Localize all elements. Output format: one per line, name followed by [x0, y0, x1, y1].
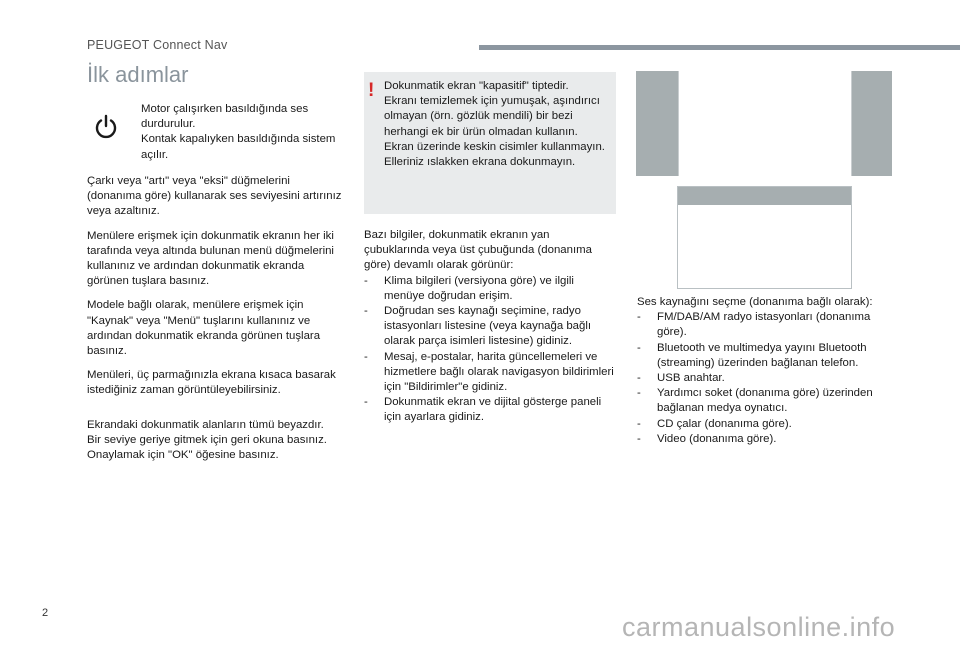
list-item: - Video (donanıma göre).: [637, 432, 899, 447]
list-item: - CD çalar (donanıma göre).: [637, 417, 899, 432]
list-item: - Klima bilgileri (versiyona göre) ve ilgili menüye doğrudan erişim.: [364, 274, 616, 304]
warning-icon: !: [368, 80, 375, 101]
middle-column: [364, 228, 616, 426]
screen-top-bar: [678, 187, 851, 205]
left-para-5: Ekrandaki dokunmatik alanların tümü beyazdır.: [87, 418, 324, 431]
left-para-7: Onaylamak için "OK" öğesine basınız.: [87, 449, 279, 462]
left-para-4: Menüleri, üç parmağınızla ekrana kısaca basarak istediğiniz zaman görüntüleyebilirsiniz.: [87, 369, 336, 397]
warning-line-3: Ekran üzerinde keskin cisimler kullanmayın.: [384, 140, 605, 153]
left-column: [87, 174, 347, 463]
list-item: - Mesaj, e-postalar, harita güncellemeleri ve hizmetlere bağlı olarak navigasyon bildirimleri için "Bildirimler"e gidiniz.: [364, 350, 616, 396]
left-para-1: Çarkı veya "artı" veya "eksi" düğmelerini (donanıma göre) kullanarak ses seviyesini artırınız veya azaltınız.: [87, 175, 342, 218]
list-item: - Doğrudan ses kaynağı seçimine, radyo istasyonları listesine (veya kaynağa bağlı olarak parça isimleri listesine) gidiniz.: [364, 304, 616, 350]
page-title: İlk adımlar: [87, 62, 189, 87]
left-para-3: Modele bağlı olarak, menülere erişmek için "Kaynak" veya "Menü" tuşlarını kullanınız ve ardından dokunmatik ekranda görünen tuşlara basınız.: [87, 299, 321, 358]
intro-line-1: Motor çalışırken basıldığında ses durdurulur.: [141, 103, 309, 131]
list-item: - Dokunmatik ekran ve dijital gösterge paneli için ayarlara gidiniz.: [364, 395, 616, 425]
intro-line-2: Kontak kapalıyken basıldığında sistem açılır.: [141, 133, 336, 161]
warning-line-4: Elleriniz ıslakken ekrana dokunmayın.: [384, 156, 576, 169]
watermark: carmanualsonline.info: [622, 612, 896, 642]
right-list: [637, 310, 899, 447]
middle-intro: Bazı bilgiler, dokunmatik ekranın yan çubuklarında veya üst çubuğunda (donanıma göre) devamlı olarak görünür:: [364, 229, 592, 272]
warning-line-1: Dokunmatik ekran "kapasitif" tiptedir.: [384, 80, 569, 92]
power-intro: [141, 102, 341, 163]
header-title: PEUGEOT Connect Nav: [87, 38, 228, 52]
page-number: 2: [42, 607, 49, 619]
screen-display-area: [678, 71, 852, 176]
left-para-6: Bir seviye geriye gitmek için geri okuna basınız.: [87, 433, 327, 446]
screen-illustration-side-bars: [636, 71, 892, 176]
list-item: - Yardımcı soket (donanıma göre) üzerinden bağlanan medya oynatıcı.: [637, 386, 899, 416]
left-para-2: Menülere erişmek için dokunmatik ekranın her iki tarafında veya altında bulunan menü düğmelerini kullanınız ve ardından dokunmatik ekranda görünen tuşlara basınız.: [87, 229, 334, 288]
list-item: - Bluetooth ve multimedya yayını Bluetooth (streaming) üzerinden bağlanan telefon.: [637, 341, 899, 371]
header-bar: [479, 45, 960, 50]
power-icon: [94, 114, 118, 140]
list-item: - FM/DAB/AM radyo istasyonları (donanıma göre).: [637, 310, 899, 340]
warning-line-2: Ekranı temizlemek için yumuşak, aşındırıcı olmayan (örn. gözlük mendili) bir bezi herhangi ek bir ürün olmadan kullanın.: [384, 95, 600, 138]
middle-list: [364, 274, 616, 426]
right-intro: Ses kaynağını seçme (donanıma bağlı olarak):: [637, 296, 873, 308]
list-item: - USB anahtar.: [637, 371, 899, 386]
screen-illustration-top-bar: [677, 186, 852, 289]
right-column: [637, 295, 899, 447]
warning-text: [384, 79, 612, 170]
